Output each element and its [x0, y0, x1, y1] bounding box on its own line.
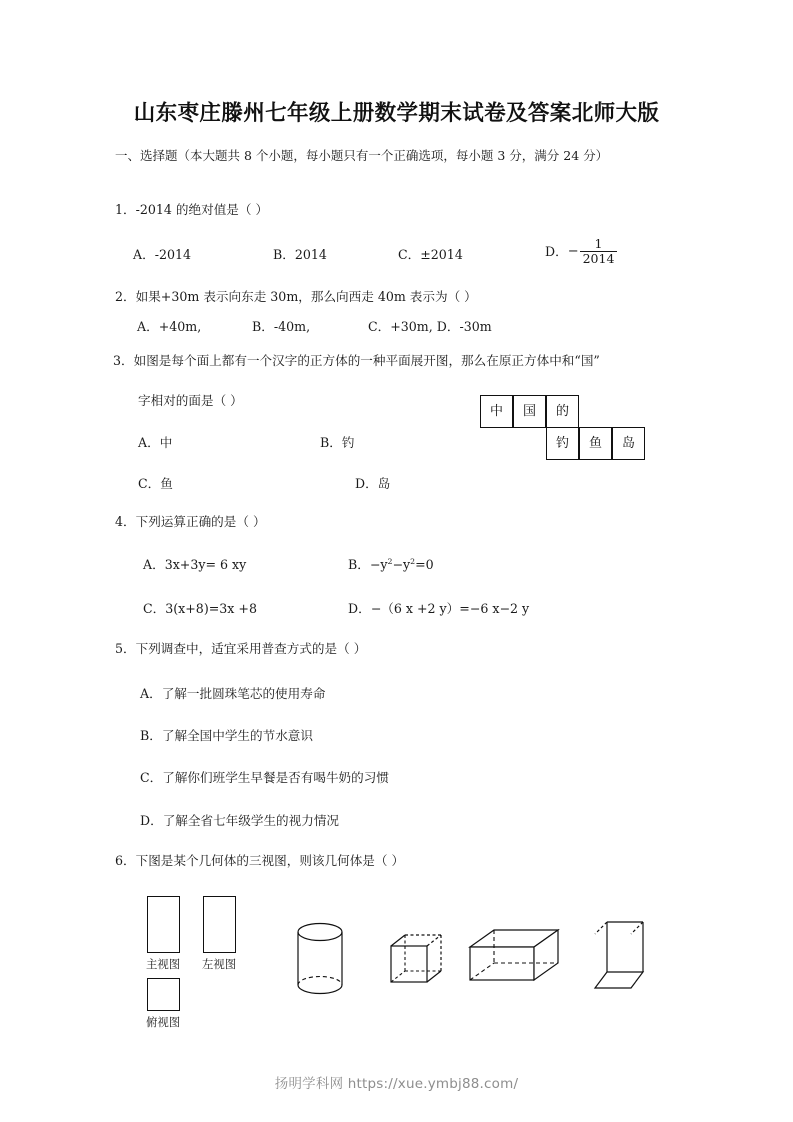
cylinder-shape [291, 921, 349, 1001]
left-view-label: 左视图 [202, 957, 237, 971]
top-view-square [147, 978, 180, 1011]
question-2-option-b: B．-40m, [252, 319, 311, 334]
question-5-stem: 5．下列调查中，适宜采用普查方式的是（ ） [115, 641, 367, 656]
option-b-pre: B．−y [348, 557, 388, 572]
question-6-stem: 6．下图是某个几何体的三视图，则该几何体是（ ） [115, 853, 405, 868]
question-3-stem-line-2: 字相对的面是（ ） [138, 393, 243, 408]
question-1-option-a: A．-2014 [133, 247, 191, 262]
net-cell-top-3: 的 [546, 395, 579, 428]
cuboid-shape [466, 925, 562, 995]
question-5-option-a: A．了解一批圆珠笔芯的使用寿命 [140, 686, 326, 701]
option-b-exponent-2: 2 [410, 556, 416, 566]
net-cell-bottom-2: 鱼 [579, 427, 612, 460]
front-view-rectangle [147, 896, 180, 953]
net-cell-top-1: 中 [480, 395, 513, 428]
question-1-option-b: B．2014 [273, 247, 327, 262]
question-3-option-a: A．中 [138, 435, 173, 450]
question-5-option-c: C．了解你们班学生早餐是否有喝牛奶的习惯 [140, 770, 389, 785]
option-b-post: =0 [415, 557, 434, 572]
fraction-numerator: 1 [580, 237, 618, 252]
net-cell-bottom-1: 钓 [546, 427, 579, 460]
page-title: 山东枣庄滕州七年级上册数学期末试卷及答案北师大版 [133, 101, 660, 126]
question-4-stem: 4．下列运算正确的是（ ） [115, 514, 266, 529]
left-view-rectangle [203, 896, 236, 953]
option-b-mid: −y [392, 557, 411, 572]
question-2-stem: 2．如果+30m 表示向东走 30m，那么向西走 40m 表示为（ ） [115, 289, 477, 304]
front-view-label: 主视图 [146, 957, 181, 971]
section-heading: 一、选择题（本大题共 8 个小题，每小题只有一个正确选项，每小题 3 分，满分 24 分） [115, 148, 609, 163]
question-2-option-cd: C．+30m, D．-30m [368, 319, 492, 334]
question-5-option-b: B．了解全国中学生的节水意识 [140, 728, 313, 743]
question-2-option-a: A．+40m, [137, 319, 202, 334]
question-3-option-b: B．钓 [320, 435, 355, 450]
option-b-exponent-1: 2 [387, 556, 393, 566]
option-d-label: D． [545, 243, 568, 259]
prism-shape [591, 910, 663, 998]
question-4-option-a: A．3x+3y= 6 xy [143, 557, 247, 572]
fraction-one-over-2014 [580, 237, 618, 266]
top-view-label: 俯视图 [146, 1015, 181, 1029]
question-1-stem: 1．-2014 的绝对值是（ ） [115, 202, 269, 217]
question-3-option-c: C．鱼 [138, 476, 173, 491]
question-1-option-d [545, 238, 617, 267]
question-1-option-c: C．±2014 [398, 247, 463, 262]
footer-watermark: 扬明学科网 https://xue.ymbj88.com/ [274, 1076, 519, 1092]
question-4-option-b [348, 554, 434, 573]
cube-shape [383, 930, 445, 996]
option-d-minus: − [567, 243, 579, 259]
question-3-option-d: D．岛 [355, 476, 391, 491]
net-cell-top-2: 国 [513, 395, 546, 428]
question-4-option-c: C．3(x+8)=3x +8 [143, 601, 257, 616]
net-cell-bottom-3: 岛 [612, 427, 645, 460]
fraction-denominator: 2014 [582, 250, 615, 266]
question-4-option-d: D．−（6 x +2 y）=−6 x−2 y [348, 601, 530, 616]
question-3-stem-line-1: 3．如图是每个面上都有一个汉字的正方体的一种平面展开图，那么在原正方体中和“国” [113, 353, 600, 368]
question-5-option-d: D．了解全省七年级学生的视力情况 [140, 813, 340, 828]
